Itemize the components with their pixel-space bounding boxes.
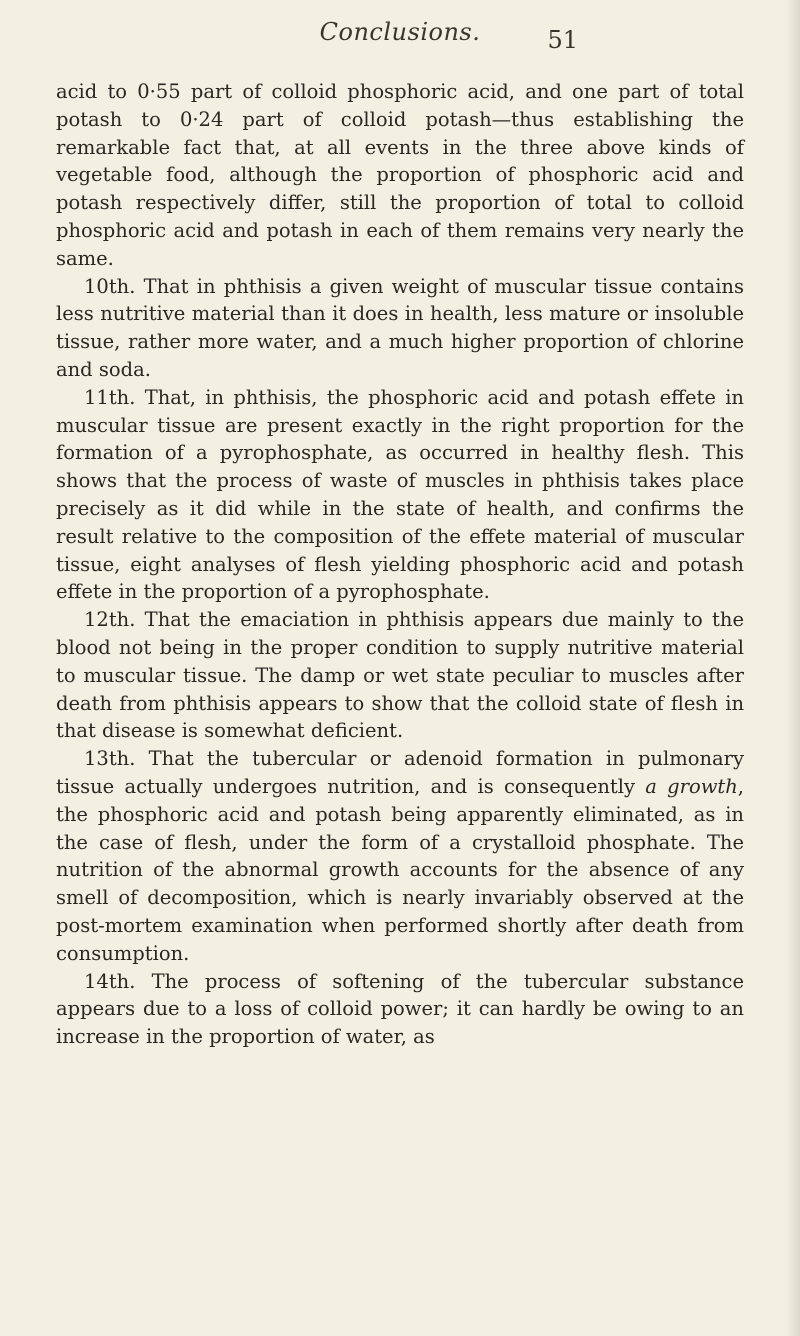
- body-text: [56, 78, 744, 1051]
- paragraph-thirteenth-part-1: 13th. That the tubercular or adenoid formation in pulmonary tissue actually undergoes nutrition, and is consequently: [56, 747, 744, 798]
- running-title: Conclusions.: [319, 18, 481, 46]
- paragraph-thirteenth-part-2: , the phosphoric acid and potash being apparently eliminated, as in the case of flesh, under the form of a crystalloid phosphate. The nutrition of the abnormal growth accounts for the absence of any smell of decomposition, which is nearly invariably observed at the post-mortem examination when performed shortly after death from consumption.: [56, 774, 744, 965]
- paragraph-continuation: acid to 0·55 part of colloid phosphoric acid, and one part of total potash to 0·24 part of colloid potash—thus establishing the remarkable fact that, at all events in the three above kinds of vegetable food, although the proportion of phosphoric acid and potash respectively differ, still the proportion of total to colloid phosphoric acid and potash in each of them remains very nearly the same.: [56, 80, 744, 270]
- paragraph-eleventh: 11th. That, in phthisis, the phosphoric acid and potash effete in muscular tissue are present exactly in the right proportion for the formation of a pyrophosphate, as occurred in healthy flesh. This shows that the process of waste of muscles in phthisis takes place precisely as it did while in the state of health, and confirms the result relative to the composition of the effete material of muscular tissue, eight analyses of flesh yielding phosphoric acid and potash effete in the proportion of a pyrophosphate.: [56, 385, 744, 604]
- page-header: [0, 14, 800, 54]
- emphasis-a-growth: a growth: [645, 774, 738, 798]
- paragraph-fourteenth: 14th. The process of softening of the tubercular substance appears due to a loss of colloid power; it can hardly be owing to an increase in the proportion of water, as: [56, 969, 744, 1049]
- paragraph-tenth: 10th. That in phthisis a given weight of muscular tissue contains less nutritive material than it does in health, less mature or insoluble tissue, rather more water, and a much higher proportion of chlorine and soda.: [56, 274, 744, 381]
- page-number: 51: [547, 26, 578, 54]
- paragraph-thirteenth: [56, 745, 744, 967]
- page-edge-shadow: [786, 0, 800, 1336]
- paragraph-twelfth: 12th. That the emaciation in phthisis appears due mainly to the blood not being in the proper condition to supply nutritive material to muscular tissue. The damp or wet state peculiar to muscles after death from phthisis appears to show that the colloid state of flesh in that disease is somewhat deficient.: [56, 608, 744, 743]
